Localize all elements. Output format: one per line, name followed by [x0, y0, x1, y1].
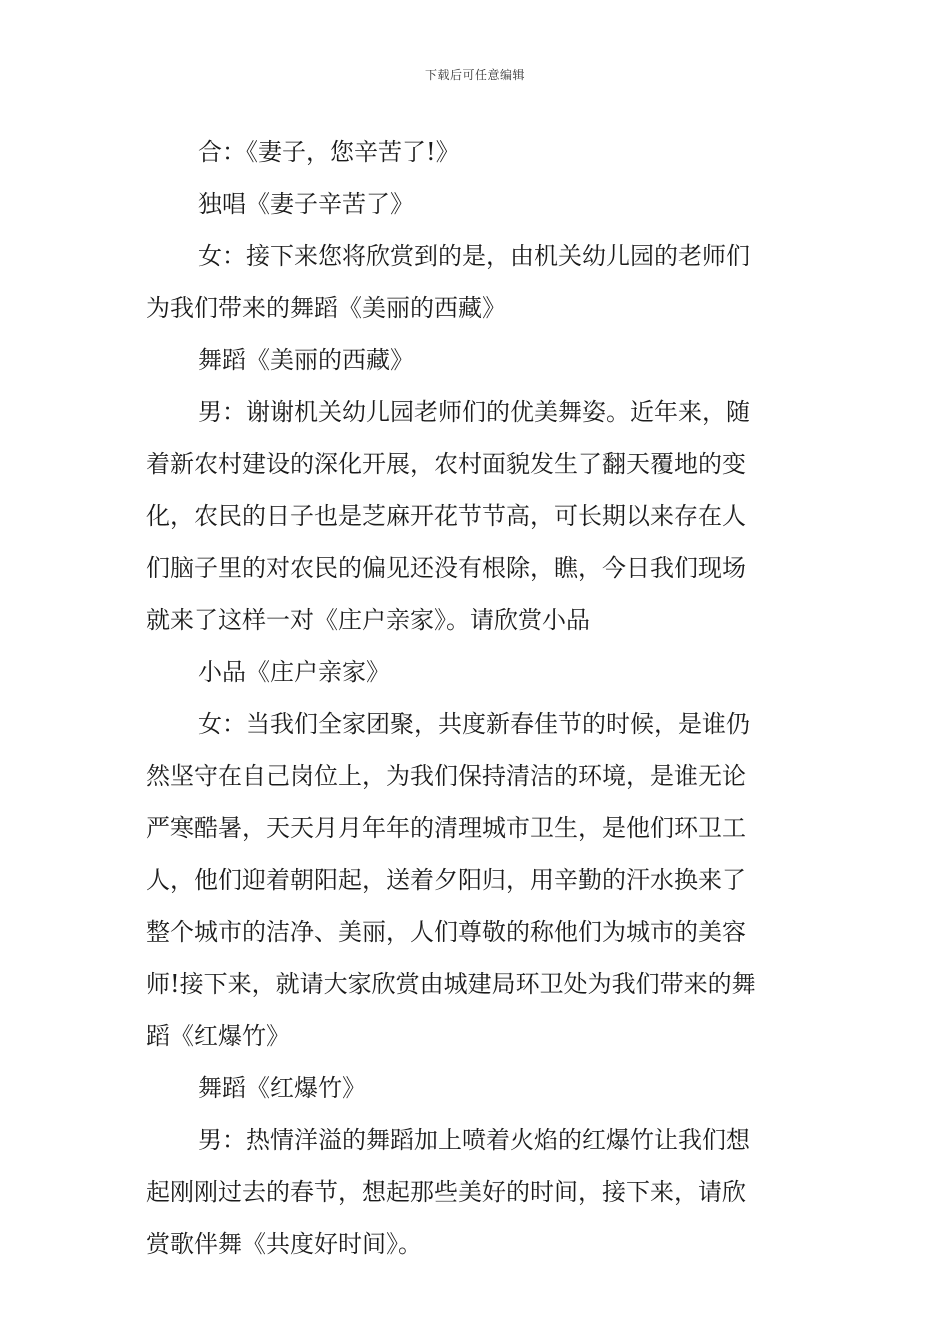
text-line: 女：当我们全家团聚，共度新春佳节的时候，是谁仍 — [198, 710, 750, 738]
text-line: 严寒酷暑，天天月月年年的清理城市卫生，是他们环卫工 — [146, 814, 746, 842]
paragraph — [146, 698, 808, 1062]
text-line: 合：《妻子，您辛苦了!》 — [198, 138, 460, 166]
paragraph — [146, 334, 808, 386]
text-line: 独唱《妻子辛苦了》 — [198, 190, 414, 218]
text-line: 化，农民的日子也是芝麻开花节节高，可长期以来存在人 — [146, 502, 746, 530]
text-line: 着新农村建设的深化开展，农村面貌发生了翻天覆地的变 — [146, 450, 746, 478]
text-line: 赏歌伴舞《共度好时间》。 — [146, 1230, 422, 1258]
text-line: 师!接下来，就请大家欣赏由城建局环卫处为我们带来的舞 — [146, 970, 756, 998]
text-line: 就来了这样一对《庄户亲家》。请欣赏小品 — [146, 606, 590, 634]
page-header-note: 下载后可任意编辑 — [424, 68, 525, 82]
text-line: 蹈《红爆竹》 — [146, 1022, 290, 1050]
text-line: 起刚刚过去的春节，想起那些美好的时间，接下来，请欣 — [146, 1178, 746, 1206]
text-line: 人，他们迎着朝阳起，送着夕阳归，用辛勤的汗水换来了 — [146, 866, 746, 894]
text-line: 男：热情洋溢的舞蹈加上喷着火焰的红爆竹让我们想 — [198, 1126, 750, 1154]
text-line: 小品《庄户亲家》 — [198, 658, 390, 686]
text-line: 们脑子里的对农民的偏见还没有根除，瞧，今日我们现场 — [146, 554, 746, 582]
paragraph — [146, 1062, 808, 1114]
text-line: 然坚守在自己岗位上，为我们保持清洁的环境，是谁无论 — [146, 762, 746, 790]
text-line: 舞蹈《红爆竹》 — [198, 1074, 366, 1102]
paragraph — [146, 230, 808, 334]
paragraph — [146, 126, 808, 178]
paragraph — [146, 386, 808, 646]
text-line: 舞蹈《美丽的西藏》 — [198, 346, 414, 374]
text-line: 整个城市的洁净、美丽，人们尊敬的称他们为城市的美容 — [146, 918, 746, 946]
paragraph — [146, 1114, 808, 1270]
text-line: 女：接下来您将欣赏到的是，由机关幼儿园的老师们 — [198, 242, 750, 270]
text-line: 男：谢谢机关幼儿园老师们的优美舞姿。近年来，随 — [198, 398, 750, 426]
paragraph — [146, 646, 808, 698]
paragraph — [146, 178, 808, 230]
text-line: 为我们带来的舞蹈《美丽的西藏》 — [146, 294, 506, 322]
document-body — [146, 126, 808, 1270]
